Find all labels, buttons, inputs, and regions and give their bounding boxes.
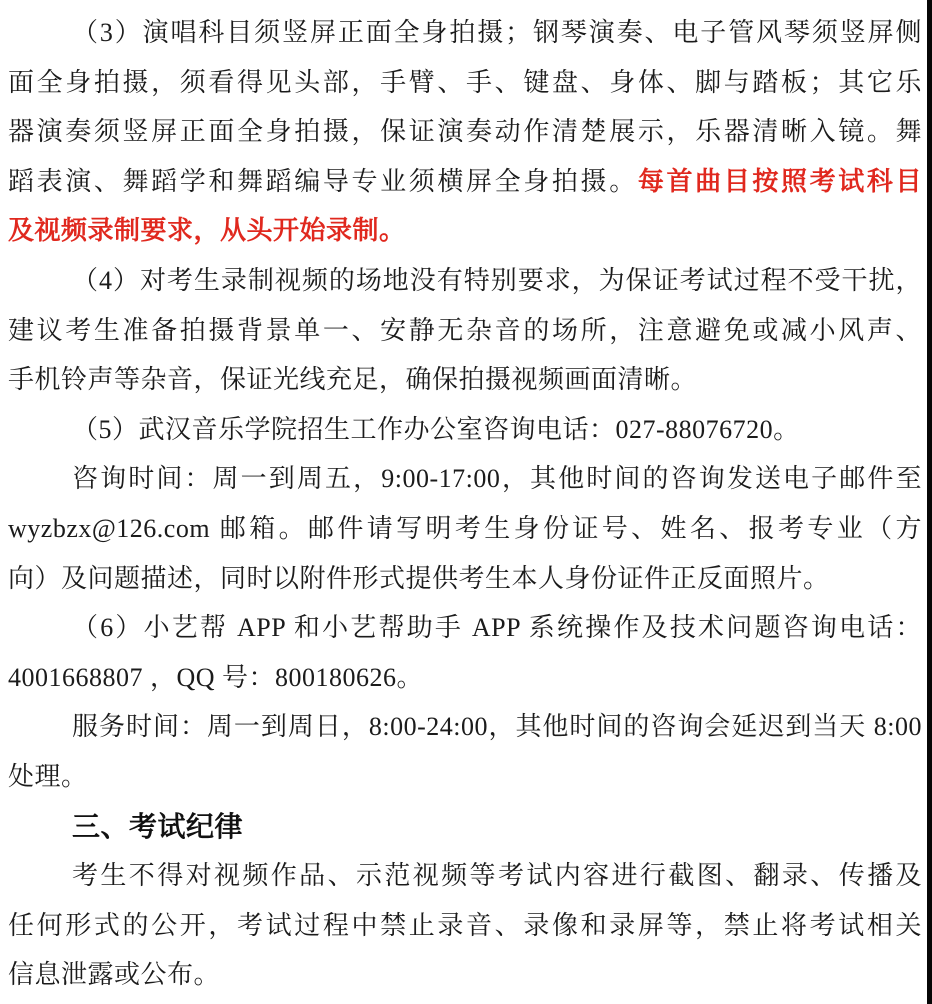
body-text: 面全身拍摄，须看得见头部，手臂、手、键盘、身体、脚与踏板；其它乐	[8, 67, 922, 97]
item-3-video-shooting-rules	[8, 8, 922, 256]
body-text: （6）小艺帮 APP 和小艺帮助手 APP 系统操作及技术问题咨询电话：	[72, 613, 922, 643]
text-line	[8, 206, 922, 256]
text-line	[8, 504, 922, 554]
body-text: （5）武汉音乐学院招生工作办公室咨询电话：027-88076720。	[72, 414, 800, 444]
scan-edge-artifact	[927, 0, 932, 1004]
body-text: （4）对考生录制视频的场地没有特别要求，为保证考试过程不受干扰，	[72, 265, 922, 295]
item-5-admissions-office-phone	[8, 405, 922, 455]
red-emphasis-text: 每首曲目按照考试科目	[637, 166, 922, 196]
document-body	[8, 8, 922, 1000]
body-text: 考生不得对视频作品、示范视频等考试内容进行截图、翻录、传播及	[72, 861, 922, 891]
red-emphasis-text: 及视频录制要求，从头开始录制。	[8, 216, 406, 246]
item-6-app-support-contact	[8, 603, 922, 702]
text-line	[8, 405, 922, 455]
body-text: 信息泄露或公布。	[8, 960, 221, 990]
service-hours	[8, 702, 922, 801]
body-text: 任何形式的公开，考试过程中禁止录音、录像和录屏等，禁止将考试相关	[8, 910, 922, 940]
text-line	[8, 58, 922, 108]
text-line	[8, 107, 922, 157]
text-line	[8, 653, 922, 703]
item-4-recording-venue	[8, 256, 922, 405]
text-line	[8, 157, 922, 207]
text-line	[8, 702, 922, 752]
text-line	[8, 256, 922, 306]
body-text: wyzbzx@126.com 邮箱。邮件请写明考生身份证号、姓名、报考专业（方	[8, 513, 922, 543]
body-text: 建议考生准备拍摄背景单一、安静无杂音的场所，注意避免或减小风声、	[8, 315, 922, 345]
consultation-hours	[8, 454, 922, 603]
text-line	[8, 851, 922, 901]
text-line	[8, 603, 922, 653]
body-text: 4001668807 ，QQ 号：800180626。	[8, 662, 424, 692]
document-page	[8, 8, 922, 1000]
text-line	[8, 950, 922, 1000]
text-line	[8, 306, 922, 356]
body-text: 咨询时间：周一到周五，9:00-17:00，其他时间的咨询发送电子邮件至	[72, 464, 922, 494]
exam-discipline-content	[8, 851, 922, 1000]
body-text: 手机铃声等杂音，保证光线充足，确保拍摄视频画面清晰。	[8, 365, 698, 395]
body-text: 服务时间：周一到周日，8:00-24:00，其他时间的咨询会延迟到当天 8:00	[72, 712, 922, 742]
section-heading	[8, 802, 922, 852]
body-text: （3）演唱科目须竖屏正面全身拍摄；钢琴演奏、电子管风琴须竖屏侧	[72, 18, 922, 47]
body-text: 三、考试纪律	[72, 810, 244, 842]
text-line	[8, 454, 922, 504]
text-line	[8, 901, 922, 951]
section-heading-exam-discipline	[8, 802, 922, 852]
body-text: 器演奏须竖屏正面全身拍摄，保证演奏动作清楚展示，乐器清晰入镜。舞	[8, 117, 922, 147]
body-text: 向）及问题描述，同时以附件形式提供考生本人身份证件正反面照片。	[8, 563, 830, 593]
text-line	[8, 752, 922, 802]
text-line	[8, 355, 922, 405]
body-text: 处理。	[8, 761, 88, 791]
text-line	[8, 554, 922, 604]
text-line	[8, 8, 922, 58]
body-text: 蹈表演、舞蹈学和舞蹈编导专业须横屏全身拍摄。	[8, 166, 638, 196]
